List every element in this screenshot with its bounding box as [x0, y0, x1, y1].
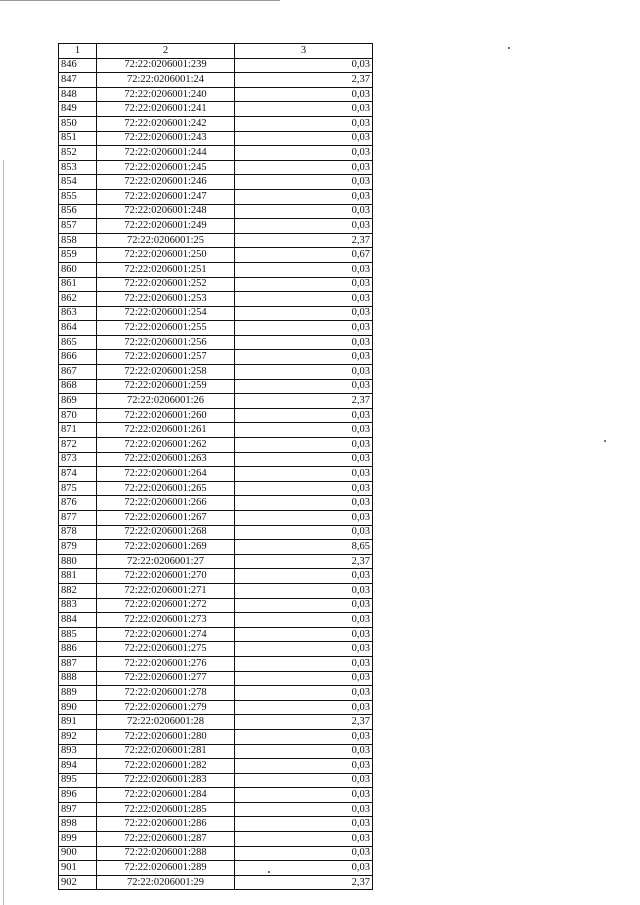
area-value-cell: 0,03 [235, 700, 373, 715]
table-row [59, 540, 373, 555]
row-number-cell: 878 [59, 525, 97, 540]
area-value-cell: 0,03 [235, 642, 373, 657]
row-number-cell: 867 [59, 365, 97, 380]
table-row [59, 598, 373, 613]
table-row [59, 525, 373, 540]
table-row [59, 102, 373, 117]
row-number-cell: 887 [59, 656, 97, 671]
table-row [59, 248, 373, 263]
row-number-cell: 846 [59, 58, 97, 73]
row-number-cell: 886 [59, 642, 97, 657]
cadastral-number-cell: 72:22:0206001:259 [97, 379, 235, 394]
area-value-cell: 0,03 [235, 481, 373, 496]
area-value-cell: 2,37 [235, 394, 373, 409]
area-value-cell: 0,03 [235, 744, 373, 759]
cadastral-number-cell: 72:22:0206001:258 [97, 365, 235, 380]
cadastral-number-cell: 72:22:0206001:245 [97, 160, 235, 175]
row-number-cell: 892 [59, 729, 97, 744]
cadastral-number-cell: 72:22:0206001:283 [97, 773, 235, 788]
area-value-cell: 0,03 [235, 277, 373, 292]
table-row [59, 613, 373, 628]
cadastral-number-cell: 72:22:0206001:275 [97, 642, 235, 657]
cadastral-number-cell: 72:22:0206001:240 [97, 87, 235, 102]
column-header-area: 3 [235, 44, 373, 59]
scan-margin-line [3, 160, 4, 905]
table-row [59, 583, 373, 598]
area-value-cell: 0,03 [235, 423, 373, 438]
table-row [59, 554, 373, 569]
area-value-cell: 0,03 [235, 525, 373, 540]
table-row [59, 496, 373, 511]
area-value-cell: 0,03 [235, 189, 373, 204]
row-number-cell: 875 [59, 481, 97, 496]
header-row [59, 44, 373, 59]
area-value-cell: 0,03 [235, 379, 373, 394]
area-value-cell: 0,03 [235, 686, 373, 701]
table-row [59, 686, 373, 701]
row-number-cell: 850 [59, 116, 97, 131]
cadastral-number-cell: 72:22:0206001:281 [97, 744, 235, 759]
table-row [59, 729, 373, 744]
table-row [59, 131, 373, 146]
table-row [59, 146, 373, 161]
table-row [59, 642, 373, 657]
area-value-cell: 0,03 [235, 306, 373, 321]
area-value-cell: 0,03 [235, 204, 373, 219]
row-number-cell: 869 [59, 394, 97, 409]
table-row [59, 802, 373, 817]
table-row [59, 175, 373, 190]
row-number-cell: 864 [59, 321, 97, 336]
cadastral-number-cell: 72:22:0206001:26 [97, 394, 235, 409]
row-number-cell: 884 [59, 613, 97, 628]
row-number-cell: 872 [59, 438, 97, 453]
row-number-cell: 861 [59, 277, 97, 292]
row-number-cell: 879 [59, 540, 97, 555]
table-row [59, 467, 373, 482]
area-value-cell: 0,03 [235, 58, 373, 73]
table-row [59, 233, 373, 248]
cadastral-number-cell: 72:22:0206001:241 [97, 102, 235, 117]
table-row [59, 277, 373, 292]
cadastral-number-cell: 72:22:0206001:244 [97, 146, 235, 161]
cadastral-number-cell: 72:22:0206001:28 [97, 715, 235, 730]
area-value-cell: 0,03 [235, 408, 373, 423]
cadastral-number-cell: 72:22:0206001:274 [97, 627, 235, 642]
area-value-cell: 0,03 [235, 365, 373, 380]
area-value-cell: 0,03 [235, 511, 373, 526]
table-row [59, 204, 373, 219]
cadastral-number-cell: 72:22:0206001:263 [97, 452, 235, 467]
area-value-cell: 0,03 [235, 759, 373, 774]
cadastral-number-cell: 72:22:0206001:266 [97, 496, 235, 511]
table-row [59, 569, 373, 584]
cadastral-number-cell: 72:22:0206001:286 [97, 817, 235, 832]
row-number-cell: 859 [59, 248, 97, 263]
row-number-cell: 897 [59, 802, 97, 817]
row-number-cell: 893 [59, 744, 97, 759]
row-number-cell: 871 [59, 423, 97, 438]
cadastral-number-cell: 72:22:0206001:251 [97, 262, 235, 277]
row-number-cell: 848 [59, 87, 97, 102]
area-value-cell: 0,03 [235, 773, 373, 788]
cadastral-number-cell: 72:22:0206001:273 [97, 613, 235, 628]
area-value-cell: 0,03 [235, 788, 373, 803]
table-row [59, 73, 373, 88]
cadastral-number-cell: 72:22:0206001:265 [97, 481, 235, 496]
table-row [59, 306, 373, 321]
row-number-cell: 899 [59, 832, 97, 847]
row-number-cell: 874 [59, 467, 97, 482]
row-number-cell: 852 [59, 146, 97, 161]
scan-speck [508, 47, 510, 49]
table-row [59, 846, 373, 861]
area-value-cell: 0,03 [235, 146, 373, 161]
row-number-cell: 877 [59, 511, 97, 526]
table-row [59, 408, 373, 423]
cadastral-number-cell: 72:22:0206001:268 [97, 525, 235, 540]
row-number-cell: 851 [59, 131, 97, 146]
area-value-cell: 2,37 [235, 875, 373, 890]
table-row [59, 262, 373, 277]
cadastral-number-cell: 72:22:0206001:280 [97, 729, 235, 744]
cadastral-number-cell: 72:22:0206001:288 [97, 846, 235, 861]
table-row [59, 438, 373, 453]
row-number-cell: 896 [59, 788, 97, 803]
cadastral-number-cell: 72:22:0206001:272 [97, 598, 235, 613]
cadastral-number-cell: 72:22:0206001:264 [97, 467, 235, 482]
cadastral-number-cell: 72:22:0206001:239 [97, 58, 235, 73]
table-row [59, 350, 373, 365]
table-row [59, 321, 373, 336]
row-number-cell: 866 [59, 350, 97, 365]
table-row [59, 219, 373, 234]
cadastral-number-cell: 72:22:0206001:270 [97, 569, 235, 584]
table-row [59, 627, 373, 642]
table-row [59, 189, 373, 204]
area-value-cell: 0,03 [235, 627, 373, 642]
area-value-cell: 0,03 [235, 160, 373, 175]
table-row [59, 423, 373, 438]
row-number-cell: 847 [59, 73, 97, 88]
area-value-cell: 0,03 [235, 802, 373, 817]
area-value-cell: 0,03 [235, 116, 373, 131]
row-number-cell: 902 [59, 875, 97, 890]
row-number-cell: 880 [59, 554, 97, 569]
area-value-cell: 2,37 [235, 715, 373, 730]
area-value-cell: 8,65 [235, 540, 373, 555]
cadastral-number-cell: 72:22:0206001:243 [97, 131, 235, 146]
cadastral-number-cell: 72:22:0206001:284 [97, 788, 235, 803]
area-value-cell: 0,03 [235, 832, 373, 847]
area-value-cell: 0,03 [235, 817, 373, 832]
area-value-cell: 0,03 [235, 569, 373, 584]
column-header-number: 1 [59, 44, 97, 59]
cadastral-number-cell: 72:22:0206001:271 [97, 583, 235, 598]
row-number-cell: 870 [59, 408, 97, 423]
area-value-cell: 0,03 [235, 321, 373, 336]
cadastral-number-cell: 72:22:0206001:246 [97, 175, 235, 190]
table-row [59, 715, 373, 730]
area-value-cell: 0,67 [235, 248, 373, 263]
row-number-cell: 900 [59, 846, 97, 861]
cadastral-number-cell: 72:22:0206001:29 [97, 875, 235, 890]
row-number-cell: 889 [59, 686, 97, 701]
cadastral-number-cell: 72:22:0206001:261 [97, 423, 235, 438]
row-number-cell: 888 [59, 671, 97, 686]
cadastral-number-cell: 72:22:0206001:24 [97, 73, 235, 88]
cadastral-number-cell: 72:22:0206001:276 [97, 656, 235, 671]
row-number-cell: 857 [59, 219, 97, 234]
table-row [59, 773, 373, 788]
row-number-cell: 901 [59, 861, 97, 876]
cadastral-register-table [58, 43, 373, 890]
table-row [59, 335, 373, 350]
area-value-cell: 0,03 [235, 598, 373, 613]
table-row [59, 700, 373, 715]
table-row [59, 832, 373, 847]
area-value-cell: 2,37 [235, 73, 373, 88]
cadastral-number-cell: 72:22:0206001:289 [97, 861, 235, 876]
cadastral-number-cell: 72:22:0206001:278 [97, 686, 235, 701]
column-header-cadastral-number: 2 [97, 44, 235, 59]
row-number-cell: 898 [59, 817, 97, 832]
cadastral-number-cell: 72:22:0206001:247 [97, 189, 235, 204]
row-number-cell: 854 [59, 175, 97, 190]
row-number-cell: 881 [59, 569, 97, 584]
area-value-cell: 0,03 [235, 335, 373, 350]
table-row [59, 116, 373, 131]
cadastral-number-cell: 72:22:0206001:262 [97, 438, 235, 453]
cadastral-number-cell: 72:22:0206001:249 [97, 219, 235, 234]
area-value-cell: 0,03 [235, 613, 373, 628]
area-value-cell: 0,03 [235, 262, 373, 277]
row-number-cell: 863 [59, 306, 97, 321]
scan-edge-line [0, 0, 280, 1]
table-row [59, 875, 373, 890]
row-number-cell: 894 [59, 759, 97, 774]
area-value-cell: 0,03 [235, 496, 373, 511]
area-value-cell: 0,03 [235, 219, 373, 234]
table-row [59, 452, 373, 467]
area-value-cell: 0,03 [235, 438, 373, 453]
area-value-cell: 0,03 [235, 583, 373, 598]
row-number-cell: 868 [59, 379, 97, 394]
table-row [59, 292, 373, 307]
cadastral-number-cell: 72:22:0206001:254 [97, 306, 235, 321]
row-number-cell: 891 [59, 715, 97, 730]
cadastral-number-cell: 72:22:0206001:250 [97, 248, 235, 263]
table-row [59, 656, 373, 671]
area-value-cell: 0,03 [235, 102, 373, 117]
area-value-cell: 0,03 [235, 87, 373, 102]
area-value-cell: 0,03 [235, 656, 373, 671]
area-value-cell: 0,03 [235, 671, 373, 686]
row-number-cell: 873 [59, 452, 97, 467]
cadastral-number-cell: 72:22:0206001:242 [97, 116, 235, 131]
row-number-cell: 876 [59, 496, 97, 511]
table-row [59, 817, 373, 832]
row-number-cell: 885 [59, 627, 97, 642]
cadastral-number-cell: 72:22:0206001:255 [97, 321, 235, 336]
table-row [59, 861, 373, 876]
cadastral-number-cell: 72:22:0206001:256 [97, 335, 235, 350]
table-row [59, 481, 373, 496]
cadastral-number-cell: 72:22:0206001:269 [97, 540, 235, 555]
table-row [59, 87, 373, 102]
row-number-cell: 882 [59, 583, 97, 598]
area-value-cell: 0,03 [235, 292, 373, 307]
cadastral-number-cell: 72:22:0206001:277 [97, 671, 235, 686]
area-value-cell: 0,03 [235, 861, 373, 876]
cadastral-number-cell: 72:22:0206001:267 [97, 511, 235, 526]
area-value-cell: 2,37 [235, 233, 373, 248]
row-number-cell: 862 [59, 292, 97, 307]
row-number-cell: 895 [59, 773, 97, 788]
table-row [59, 365, 373, 380]
area-value-cell: 0,03 [235, 452, 373, 467]
cadastral-number-cell: 72:22:0206001:252 [97, 277, 235, 292]
cadastral-number-cell: 72:22:0206001:282 [97, 759, 235, 774]
cadastral-number-cell: 72:22:0206001:253 [97, 292, 235, 307]
table-body [59, 58, 373, 890]
area-value-cell: 0,03 [235, 846, 373, 861]
table-row [59, 788, 373, 803]
table-row [59, 58, 373, 73]
area-value-cell: 2,37 [235, 554, 373, 569]
area-value-cell: 0,03 [235, 729, 373, 744]
cadastral-number-cell: 72:22:0206001:285 [97, 802, 235, 817]
table-row [59, 379, 373, 394]
cadastral-number-cell: 72:22:0206001:279 [97, 700, 235, 715]
row-number-cell: 890 [59, 700, 97, 715]
row-number-cell: 853 [59, 160, 97, 175]
cadastral-number-cell: 72:22:0206001:260 [97, 408, 235, 423]
row-number-cell: 856 [59, 204, 97, 219]
row-number-cell: 883 [59, 598, 97, 613]
table-row [59, 394, 373, 409]
table-row [59, 671, 373, 686]
area-value-cell: 0,03 [235, 467, 373, 482]
table-row [59, 759, 373, 774]
cadastral-number-cell: 72:22:0206001:257 [97, 350, 235, 365]
cadastral-number-cell: 72:22:0206001:27 [97, 554, 235, 569]
table-row [59, 744, 373, 759]
area-value-cell: 0,03 [235, 350, 373, 365]
row-number-cell: 858 [59, 233, 97, 248]
scan-speck [604, 440, 606, 442]
row-number-cell: 849 [59, 102, 97, 117]
area-value-cell: 0,03 [235, 131, 373, 146]
row-number-cell: 860 [59, 262, 97, 277]
row-number-cell: 855 [59, 189, 97, 204]
cadastral-number-cell: 72:22:0206001:25 [97, 233, 235, 248]
cadastral-number-cell: 72:22:0206001:287 [97, 832, 235, 847]
table-row [59, 511, 373, 526]
cadastral-number-cell: 72:22:0206001:248 [97, 204, 235, 219]
table-row [59, 160, 373, 175]
row-number-cell: 865 [59, 335, 97, 350]
area-value-cell: 0,03 [235, 175, 373, 190]
